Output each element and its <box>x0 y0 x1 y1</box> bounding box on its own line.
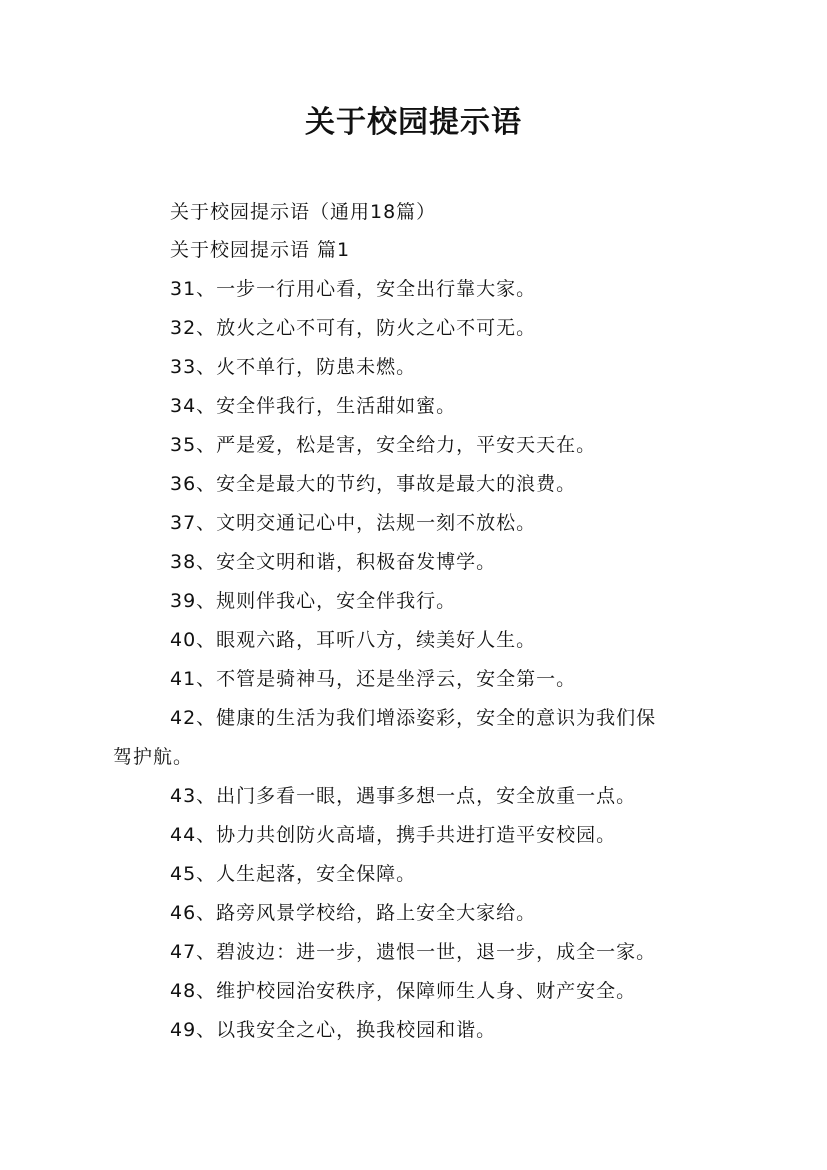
list-item: 35、严是爱，松是害，安全给力，平安天天在。 <box>170 434 597 456</box>
list-item: 49、以我安全之心，换我校园和谐。 <box>170 1019 497 1041</box>
list-item: 38、安全文明和谐，积极奋发博学。 <box>170 551 497 573</box>
section-heading: 关于校园提示语 篇1 <box>170 239 351 261</box>
list-item: 43、出门多看一眼，遇事多想一点，安全放重一点。 <box>170 785 637 807</box>
list-item: 31、一步一行用心看，安全出行靠大家。 <box>170 278 537 300</box>
list-item: 47、碧波边：进一步，遗恨一世，退一步，成全一家。 <box>170 941 657 963</box>
list-item: 46、路旁风景学校给，路上安全大家给。 <box>170 902 537 924</box>
document-title: 关于校园提示语 <box>305 105 522 140</box>
document-subtitle: 关于校园提示语（通用18篇） <box>170 201 437 223</box>
list-item: 44、协力共创防火高墙，携手共进打造平安校园。 <box>170 824 617 846</box>
list-item: 40、眼观六路，耳听八方，续美好人生。 <box>170 629 537 651</box>
list-item: 42、健康的生活为我们增添姿彩，安全的意识为我们保 <box>170 707 657 729</box>
list-item: 48、维护校园治安秩序，保障师生人身、财产安全。 <box>170 980 637 1002</box>
list-item: 36、安全是最大的节约，事故是最大的浪费。 <box>170 473 577 495</box>
list-item: 45、人生起落，安全保障。 <box>170 863 417 885</box>
list-item: 39、规则伴我心，安全伴我行。 <box>170 590 457 612</box>
list-item: 37、文明交通记心中，法规一刻不放松。 <box>170 512 537 534</box>
list-item-continuation: 驾护航。 <box>113 746 194 768</box>
list-item: 41、不管是骑神马，还是坐浮云，安全第一。 <box>170 668 577 690</box>
list-item: 32、放火之心不可有，防火之心不可无。 <box>170 317 537 339</box>
list-item: 33、火不单行，防患未燃。 <box>170 356 417 378</box>
list-item: 34、安全伴我行，生活甜如蜜。 <box>170 395 457 417</box>
